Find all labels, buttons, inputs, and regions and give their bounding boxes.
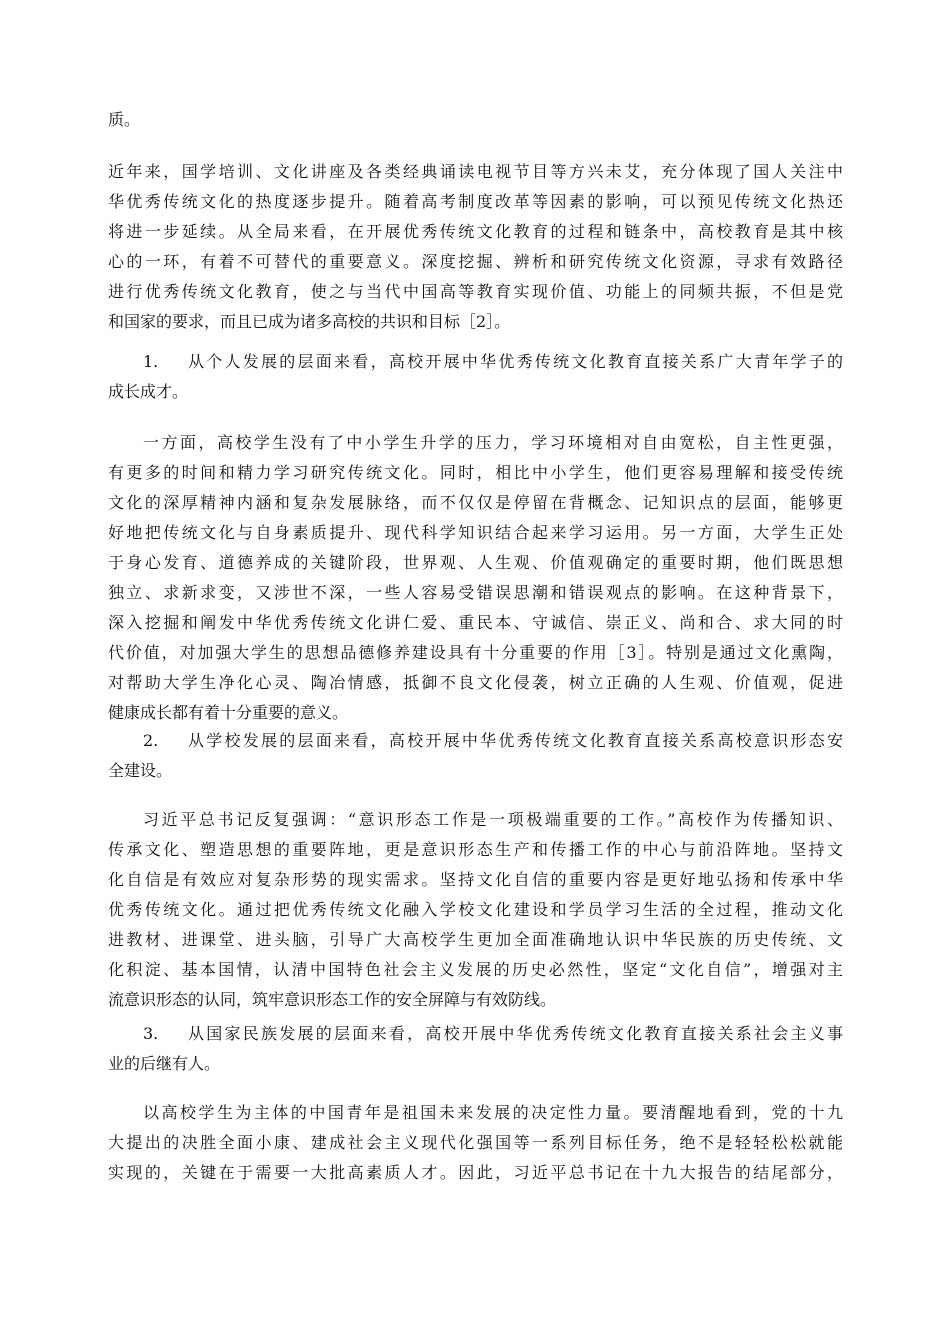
text-line: 化自信是有效应对复杂形势的现实需求。坚持文化自信的重要内容是更好地弘扬和传承中华 bbox=[108, 870, 843, 889]
paragraph-personal-development bbox=[108, 428, 843, 728]
text-line: 流意识形态的认同，筑牢意识形态工作的安全屏障与有效防线。 bbox=[108, 990, 557, 1009]
text-line: 全建设。 bbox=[108, 761, 173, 780]
paragraph-intro bbox=[108, 157, 843, 337]
item-number: 2. bbox=[143, 731, 159, 750]
paragraph-national-development bbox=[108, 1098, 843, 1188]
text-line: 优秀传统文化。通过把优秀传统文化融入学校文化建设和学员学习生活的全过程，推动文化 bbox=[108, 900, 843, 919]
text-line: 华优秀传统文化的热度逐步提升。随着高考制度改革等因素的影响，可以预见传统文化热还 bbox=[108, 192, 843, 211]
text-line: 近年来，国学培训、文化讲座及各类经典诵读电视节目等方兴未艾，充分体现了国人关注中 bbox=[108, 162, 843, 181]
text-line: 好地把传统文化与自身素质提升、现代科学知识结合起来学习运用。另一方面，大学生正处 bbox=[108, 523, 843, 542]
item-text: 从学校发展的层面来看，高校开展中华优秀传统文化教育直接关系高校意识形态安 bbox=[188, 731, 843, 750]
text-line: 化积淀、基本国情，认清中国特色社会主义发展的历史必然性，坚定“文化自信”，增强对主 bbox=[108, 960, 843, 979]
text-line: 成长成才。 bbox=[108, 382, 189, 401]
item-number: 3. bbox=[143, 1024, 159, 1043]
item-number: 1. bbox=[143, 352, 159, 371]
text-line: 于身心发育、道德养成的关键阶段，世界观、人生观、价值观确定的重要时期，他们既思想 bbox=[108, 553, 843, 572]
text-line: 实现的，关键在于需要一大批高素质人才。因此，习近平总书记在十九大报告的结尾部分， bbox=[108, 1163, 843, 1182]
text-line: 一方面，高校学生没有了中小学生升学的压力，学习环境相对自由宽松，自主性更强， bbox=[143, 433, 843, 452]
text-line: 深入挖掘和阐发中华优秀传统文化讲仁爱、重民本、守诚信、崇正义、尚和合、求大同的时 bbox=[108, 613, 843, 632]
text-line: 代价值，对加强大学生的思想品德修养建设具有十分重要的作用［3］。特别是通过文化熏陶， bbox=[108, 643, 843, 662]
numbered-point-3 bbox=[108, 1019, 843, 1079]
text-line: 进行优秀传统文化教育，使之与当代中国高等教育实现价值、功能上的同频共振，不但是党 bbox=[108, 282, 843, 301]
text-line: 业的后继有人。 bbox=[108, 1054, 221, 1073]
item-text: 从个人发展的层面来看，高校开展中华优秀传统文化教育直接关系广大青年学子的 bbox=[188, 352, 843, 371]
numbered-line bbox=[108, 347, 843, 377]
numbered-point-1 bbox=[108, 347, 843, 407]
paragraph-school-development bbox=[108, 805, 843, 1015]
text-line: 健康成长都有着十分重要的意义。 bbox=[108, 703, 349, 722]
text-line: 以高校学生为主体的中国青年是祖国未来发展的决定性力量。要清醒地看到，党的十九 bbox=[143, 1103, 843, 1122]
text-line: 文化的深厚精神内涵和复杂发展脉络，而不仅仅是停留在背概念、记知识点的层面，能够更 bbox=[108, 493, 843, 512]
numbered-line bbox=[108, 1019, 843, 1049]
numbered-point-2 bbox=[108, 726, 843, 786]
text-line: 质。 bbox=[108, 110, 141, 129]
text-line: 对帮助大学生净化心灵、陶冶情感，抵御不良文化侵袭，树立正确的人生观、价值观，促进 bbox=[108, 673, 843, 692]
text-line: 将进一步延续。从全局来看，在开展优秀传统文化教育的过程和链条中，高校教育是其中核 bbox=[108, 222, 843, 241]
text-line: 进教材、进课堂、进头脑，引导广大高校学生更加全面准确地认识中华民族的历史传统、文 bbox=[108, 930, 843, 949]
text-line: 有更多的时间和精力学习研究传统文化。同时，相比中小学生，他们更容易理解和接受传统 bbox=[108, 463, 843, 482]
item-text: 从国家民族发展的层面来看，高校开展中华优秀传统文化教育直接关系社会主义事 bbox=[188, 1024, 843, 1043]
text-line: 独立、求新求变，又涉世不深，一些人容易受错误思潮和错误观点的影响。在这种背景下， bbox=[108, 583, 843, 602]
numbered-line bbox=[108, 726, 843, 756]
text-line: 和国家的要求，而且已成为诸多高校的共识和目标［2］。 bbox=[108, 312, 511, 331]
text-line: 大提出的决胜全面小康、建成社会主义现代化强国等一系列目标任务，绝不是轻轻松松就能 bbox=[108, 1133, 843, 1152]
paragraph-fragment bbox=[108, 105, 843, 135]
text-line: 习近平总书记反复强调：“意识形态工作是一项极端重要的工作。”高校作为传播知识、 bbox=[143, 810, 843, 829]
text-line: 心的一环，有着不可替代的重要意义。深度挖掘、辨析和研究传统文化资源，寻求有效路径 bbox=[108, 252, 843, 271]
text-line: 传承文化、塑造思想的重要阵地，更是意识形态生产和传播工作的中心与前沿阵地。坚持文 bbox=[108, 840, 843, 859]
